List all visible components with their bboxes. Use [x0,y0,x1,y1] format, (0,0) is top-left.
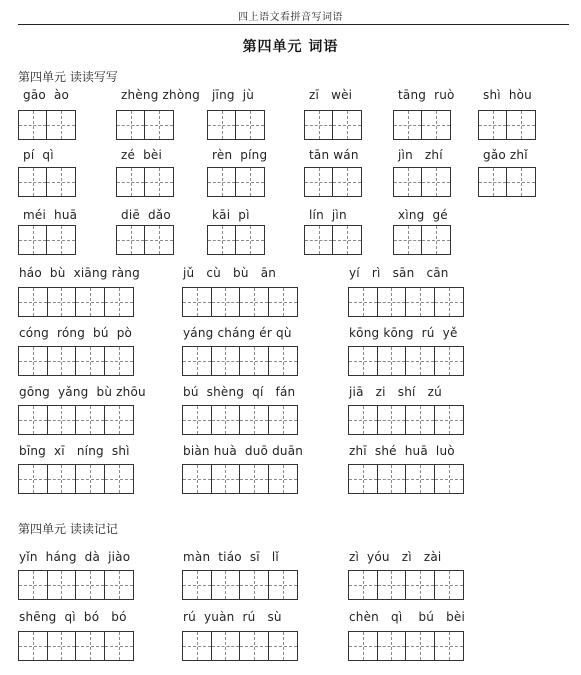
grid-cell[interactable] [349,347,378,375]
pinyin-label: màn tiáo sī lǐ [183,550,279,564]
pinyin-label: zé bèi [121,148,163,162]
grid-cell[interactable] [145,226,173,254]
grid-cell[interactable] [19,571,48,599]
pinyin-label: pí qì [23,148,54,162]
grid-cell[interactable] [76,406,105,434]
grid-cell[interactable] [208,168,236,196]
grid-cell[interactable] [269,288,297,316]
grid-cell[interactable] [48,347,77,375]
grid-cell[interactable] [378,288,407,316]
pinyin-label: yáng cháng ér qù [183,326,292,340]
grid-cell[interactable] [105,632,133,660]
grid-cell[interactable] [76,465,105,493]
writing-grid[interactable] [393,225,451,255]
grid-cell[interactable] [47,111,75,139]
writing-grid[interactable] [182,405,298,435]
grid-cell[interactable] [406,571,435,599]
pinyin-label: cóng róng bú pò [19,326,133,340]
writing-grid[interactable] [18,225,76,255]
grid-cell[interactable] [212,406,241,434]
grid-cell[interactable] [117,226,145,254]
writing-grid[interactable] [18,464,134,494]
writing-grid[interactable] [393,167,451,197]
pinyin-label: gǎo zhǐ [483,148,528,162]
grid-cell[interactable] [269,465,297,493]
pinyin-label: rú yuàn rú sù [183,610,282,624]
writing-grid[interactable] [182,631,298,661]
grid-cell[interactable] [240,406,269,434]
page-header: 四上语文看拼音写词语 [238,12,343,23]
writing-grid[interactable] [348,631,464,661]
pinyin-label: tān wán [309,148,359,162]
grid-cell[interactable] [76,632,105,660]
grid-cell[interactable] [145,168,173,196]
grid-cell[interactable] [212,632,241,660]
writing-grid[interactable] [182,287,298,317]
writing-grid[interactable] [182,570,298,600]
grid-cell[interactable] [117,168,145,196]
writing-grid[interactable] [116,110,174,140]
grid-cell[interactable] [48,632,77,660]
pinyin-label: biàn huà duō duān [183,444,304,458]
writing-grid[interactable] [207,110,265,140]
grid-cell[interactable] [236,111,264,139]
pinyin-label: jǔ cù bù ān [183,266,277,280]
writing-grid[interactable] [18,570,134,600]
grid-cell[interactable] [305,226,333,254]
writing-grid[interactable] [182,464,298,494]
grid-cell[interactable] [378,465,407,493]
pinyin-label: shì hòu [483,88,532,102]
grid-cell[interactable] [435,632,463,660]
grid-cell[interactable] [305,111,333,139]
grid-cell[interactable] [378,571,407,599]
pinyin-label: tāng ruò [398,88,455,102]
grid-cell[interactable] [145,111,173,139]
grid-cell[interactable] [240,632,269,660]
grid-cell[interactable] [406,347,435,375]
writing-grid[interactable] [348,464,464,494]
page-title: 第四单元 词语 [242,39,339,55]
writing-grid[interactable] [182,346,298,376]
grid-cell[interactable] [269,406,297,434]
grid-cell[interactable] [48,465,77,493]
grid-cell[interactable] [76,288,105,316]
grid-cell[interactable] [19,168,47,196]
section-label: 第四单元 读读写写 [18,70,118,84]
grid-cell[interactable] [212,347,241,375]
grid-cell[interactable] [240,347,269,375]
writing-grid[interactable] [304,225,362,255]
grid-cell[interactable] [208,226,236,254]
writing-grid[interactable] [348,287,464,317]
grid-cell[interactable] [47,168,75,196]
grid-cell[interactable] [240,571,269,599]
grid-cell[interactable] [349,406,378,434]
writing-grid[interactable] [116,167,174,197]
grid-cell[interactable] [507,111,535,139]
grid-cell[interactable] [406,288,435,316]
writing-grid[interactable] [116,225,174,255]
pinyin-label: yí rì sān cān [349,266,449,280]
grid-cell[interactable] [19,111,47,139]
grid-cell[interactable] [394,111,422,139]
grid-cell[interactable] [435,465,463,493]
grid-cell[interactable] [240,288,269,316]
grid-cell[interactable] [333,226,361,254]
writing-grid[interactable] [18,167,76,197]
pinyin-label: zhī shé huā luò [349,444,455,458]
pinyin-label: kāi pì [212,208,250,222]
pinyin-label: diē dǎo [121,208,171,222]
grid-cell[interactable] [19,226,47,254]
grid-cell[interactable] [378,347,407,375]
grid-cell[interactable] [378,632,407,660]
grid-cell[interactable] [394,226,422,254]
grid-cell[interactable] [378,406,407,434]
grid-cell[interactable] [333,111,361,139]
grid-cell[interactable] [422,226,450,254]
writing-grid[interactable] [304,167,362,197]
pinyin-label: gāo ào [23,88,70,102]
grid-cell[interactable] [269,632,297,660]
grid-cell[interactable] [19,465,48,493]
grid-cell[interactable] [105,465,133,493]
pinyin-label: chèn qì bú bèi [349,610,466,624]
writing-grid[interactable] [348,570,464,600]
grid-cell[interactable] [183,465,212,493]
pinyin-label: jìn zhí [398,148,443,162]
grid-cell[interactable] [406,632,435,660]
section-label: 第四单元 读读记记 [18,522,118,536]
grid-cell[interactable] [212,465,241,493]
grid-cell[interactable] [19,347,48,375]
grid-cell[interactable] [406,465,435,493]
grid-cell[interactable] [183,571,212,599]
pinyin-label: jīng jù [212,88,255,102]
grid-cell[interactable] [19,288,48,316]
grid-cell[interactable] [183,288,212,316]
writing-grid[interactable] [348,346,464,376]
grid-cell[interactable] [435,571,463,599]
grid-cell[interactable] [435,347,463,375]
grid-cell[interactable] [406,406,435,434]
pinyin-label: kōng kōng rú yě [349,326,458,340]
header-rule [18,24,569,25]
grid-cell[interactable] [183,347,212,375]
grid-cell[interactable] [208,111,236,139]
grid-cell[interactable] [47,226,75,254]
writing-grid[interactable] [348,405,464,435]
writing-grid[interactable] [207,225,265,255]
grid-cell[interactable] [236,226,264,254]
pinyin-label: yǐn háng dà jiào [19,550,131,564]
grid-cell[interactable] [105,288,133,316]
pinyin-label: bīng xī níng shì [19,444,130,458]
grid-cell[interactable] [48,288,77,316]
pinyin-label: jiā zi shí zú [349,385,442,399]
grid-cell[interactable] [333,168,361,196]
grid-cell[interactable] [212,571,241,599]
grid-cell[interactable] [76,347,105,375]
grid-cell[interactable] [240,465,269,493]
grid-cell[interactable] [19,632,48,660]
grid-cell[interactable] [269,571,297,599]
grid-cell[interactable] [19,406,48,434]
writing-grid[interactable] [18,631,134,661]
grid-cell[interactable] [105,571,133,599]
writing-grid[interactable] [18,346,134,376]
grid-cell[interactable] [105,347,133,375]
pinyin-label: méi huā [23,208,78,222]
grid-cell[interactable] [183,632,212,660]
writing-grid[interactable] [18,110,76,140]
grid-cell[interactable] [105,406,133,434]
writing-grid[interactable] [18,405,134,435]
grid-cell[interactable] [183,406,212,434]
grid-cell[interactable] [349,288,378,316]
grid-cell[interactable] [394,168,422,196]
writing-grid[interactable] [478,110,536,140]
grid-cell[interactable] [76,571,105,599]
pinyin-label: háo bù xiāng ràng [19,266,140,280]
grid-cell[interactable] [422,168,450,196]
grid-cell[interactable] [212,288,241,316]
writing-grid[interactable] [207,167,265,197]
grid-cell[interactable] [349,632,378,660]
grid-cell[interactable] [48,571,77,599]
grid-cell[interactable] [117,111,145,139]
grid-cell[interactable] [48,406,77,434]
grid-cell[interactable] [479,168,507,196]
pinyin-label: zhèng zhòng [121,88,200,102]
grid-cell[interactable] [479,111,507,139]
pinyin-label: bú shèng qí fán [183,385,296,399]
pinyin-label: shēng qì bó bó [19,610,127,624]
grid-cell[interactable] [349,465,378,493]
pinyin-label: xìng gé [398,208,448,222]
pinyin-label: lín jìn [309,208,347,222]
grid-cell[interactable] [236,168,264,196]
pinyin-label: zī wèi [309,88,353,102]
grid-cell[interactable] [349,571,378,599]
pinyin-label: gōng yǎng bù zhōu [19,385,146,399]
writing-grid[interactable] [478,167,536,197]
grid-cell[interactable] [507,168,535,196]
grid-cell[interactable] [269,347,297,375]
grid-cell[interactable] [422,111,450,139]
writing-grid[interactable] [393,110,451,140]
writing-grid[interactable] [304,110,362,140]
grid-cell[interactable] [435,406,463,434]
pinyin-label: rèn píng [212,148,268,162]
writing-grid[interactable] [18,287,134,317]
grid-cell[interactable] [305,168,333,196]
pinyin-label: zì yóu zì zài [349,550,442,564]
grid-cell[interactable] [435,288,463,316]
